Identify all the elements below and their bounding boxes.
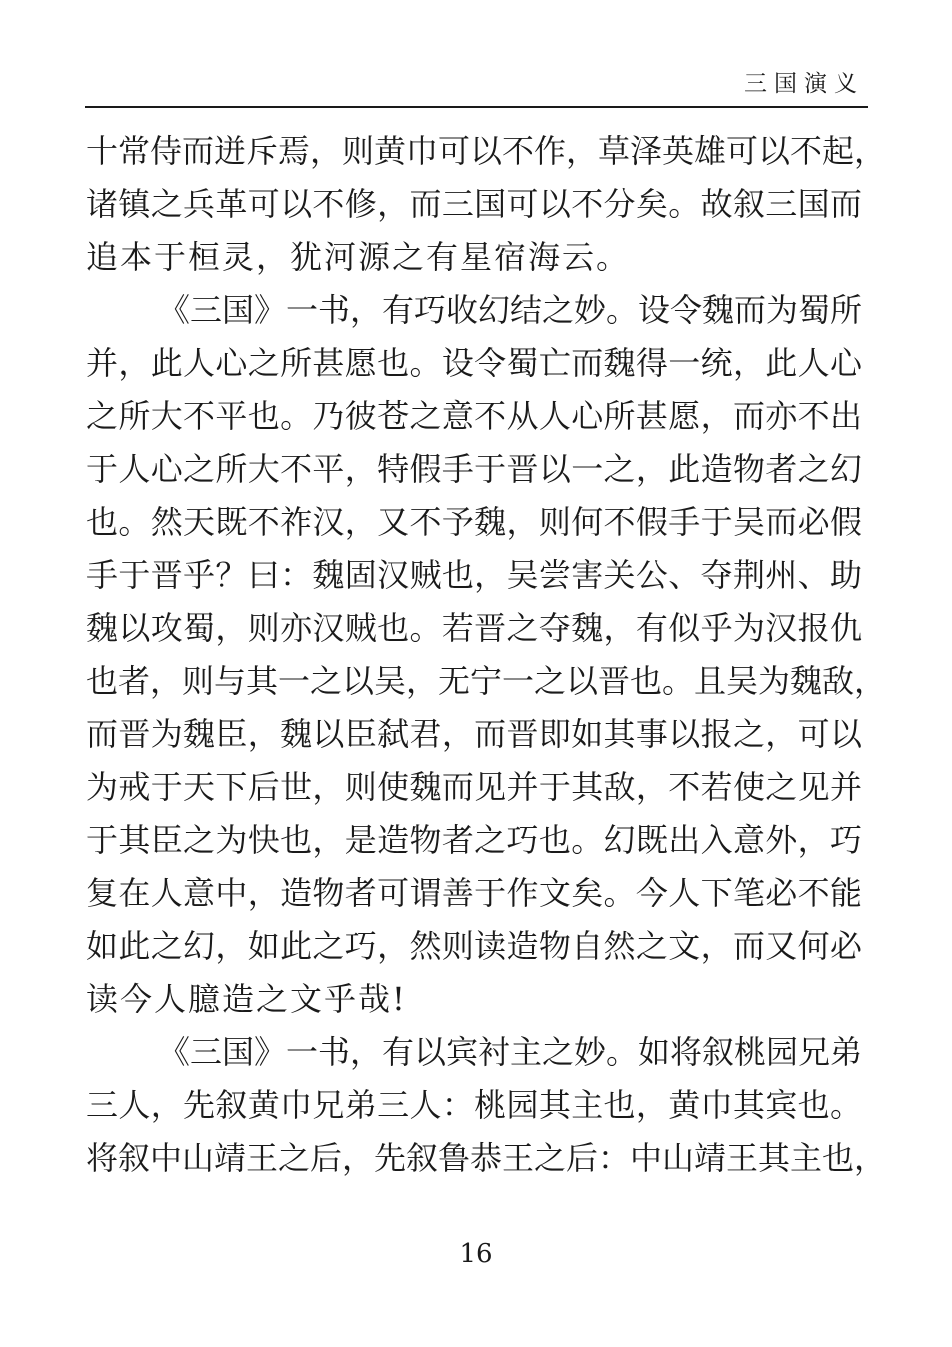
text-line: 魏以攻蜀，则亦汉贼也。若晋之夺魏，有似乎为汉报仇 xyxy=(86,609,862,647)
text-line: 于人心之所大不平，特假手于晋以一之，此造物者之幻 xyxy=(86,450,862,488)
page-number: 16 xyxy=(459,1239,493,1269)
body-text xyxy=(86,125,887,1185)
text-line: 也者，则与其一之以吴，无宁一之以晋也。且吴为魏敌， xyxy=(86,662,887,700)
text-line: 手于晋乎？曰：魏固汉贼也，吴尝害关公、夺荆州、助 xyxy=(86,556,862,594)
text-line: 于其臣之为快也，是造物者之巧也。幻既出入意外，巧 xyxy=(86,821,862,859)
text-line: 将叙中山靖王之后，先叙鲁恭王之后：中山靖王其主也， xyxy=(86,1139,887,1177)
text-line: 而晋为魏臣，魏以臣弑君，而晋即如其事以报之，可以 xyxy=(86,715,862,753)
text-line: 诸镇之兵革可以不修，而三国可以不分矣。故叙三国而 xyxy=(86,185,862,223)
text-line: 追本于桓灵，犹河源之有星宿海云。 xyxy=(86,238,631,276)
text-line: 如此之幻，如此之巧，然则读造物自然之文，而又何必 xyxy=(86,927,862,965)
text-line: 复在人意中，造物者可谓善于作文矣。今人下笔必不能 xyxy=(86,874,862,912)
running-header-title: 三国演义 xyxy=(744,71,864,97)
header-divider xyxy=(85,106,868,108)
paragraph-first-line: 《三国》一书，有以宾衬主之妙。如将叙桃园兄弟 xyxy=(158,1033,863,1071)
text-line: 也。然天既不祚汉，又不予魏，则何不假手于吴而必假 xyxy=(86,503,862,541)
text-line: 之所大不平也。乃彼苍之意不从人心所甚愿，而亦不出 xyxy=(86,397,862,435)
text-line: 为戒于天下后世，则使魏而见并于其敌，不若使之见并 xyxy=(86,768,862,806)
text-line: 三人，先叙黄巾兄弟三人：桃园其主也，黄巾其宾也。 xyxy=(86,1086,862,1124)
paragraph-first-line: 《三国》一书，有巧收幻结之妙。设令魏而为蜀所 xyxy=(158,291,863,329)
text-line: 并，此人心之所甚愿也。设令蜀亡而魏得一统，此人心 xyxy=(86,344,862,382)
text-line: 十常侍而迸斥焉，则黄巾可以不作，草泽英雄可以不起， xyxy=(86,132,887,170)
text-line: 读今人臆造之文乎哉! xyxy=(86,980,407,1018)
